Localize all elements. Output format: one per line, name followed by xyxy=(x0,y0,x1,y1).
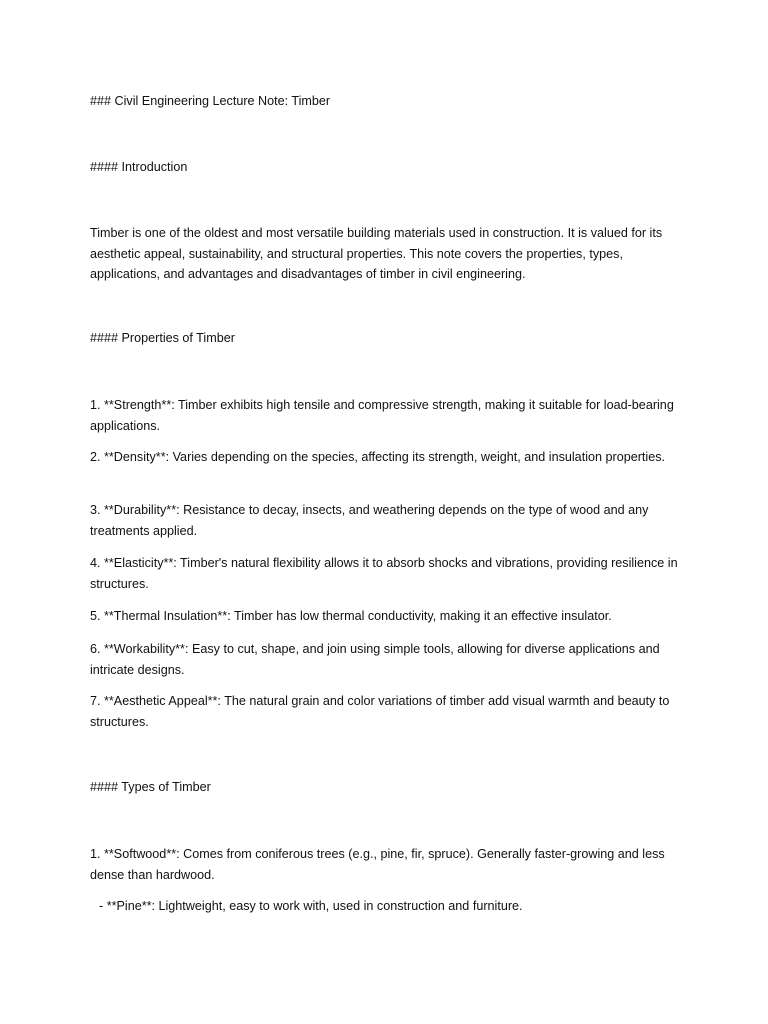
softwood-subitem-pine: - **Pine**: Lightweight, easy to work with, used in construction and furniture. xyxy=(99,899,523,913)
property-item-durability: 3. **Durability**: Resistance to decay, insects, and weathering depends on the type of wood and any treatments applied. xyxy=(90,503,649,538)
property-item-workability: 6. **Workability**: Easy to cut, shape, and join using simple tools, allowing for diverse applications and intricate designs. xyxy=(90,642,660,677)
properties-heading: #### Properties of Timber xyxy=(90,331,235,345)
introduction-heading: #### Introduction xyxy=(90,160,188,174)
document-title: ### Civil Engineering Lecture Note: Timber xyxy=(90,94,331,108)
types-heading: #### Types of Timber xyxy=(90,780,211,794)
property-item-aesthetic-appeal: 7. **Aesthetic Appeal**: The natural grain and color variations of timber add visual warmth and beauty to structures. xyxy=(90,694,670,729)
property-item-density: 2. **Density**: Varies depending on the species, affecting its strength, weight, and insulation properties. xyxy=(90,450,665,464)
type-item-softwood: 1. **Softwood**: Comes from coniferous trees (e.g., pine, fir, spruce). Generally faster-growing and less dense than hardwood. xyxy=(90,847,665,882)
property-item-strength: 1. **Strength**: Timber exhibits high tensile and compressive strength, making it suitable for load-bearing applications. xyxy=(90,398,674,433)
property-item-elasticity: 4. **Elasticity**: Timber's natural flexibility allows it to absorb shocks and vibrations, providing resilience in structures. xyxy=(90,556,678,591)
property-item-thermal-insulation: 5. **Thermal Insulation**: Timber has low thermal conductivity, making it an effective insulator. xyxy=(90,609,612,623)
introduction-paragraph: Timber is one of the oldest and most versatile building materials used in construction. It is valued for its aesthetic appeal, sustainability, and structural properties. This note covers the properties, types, applications, and advantages and disadvantages of timber in civil engineering. xyxy=(90,226,663,281)
